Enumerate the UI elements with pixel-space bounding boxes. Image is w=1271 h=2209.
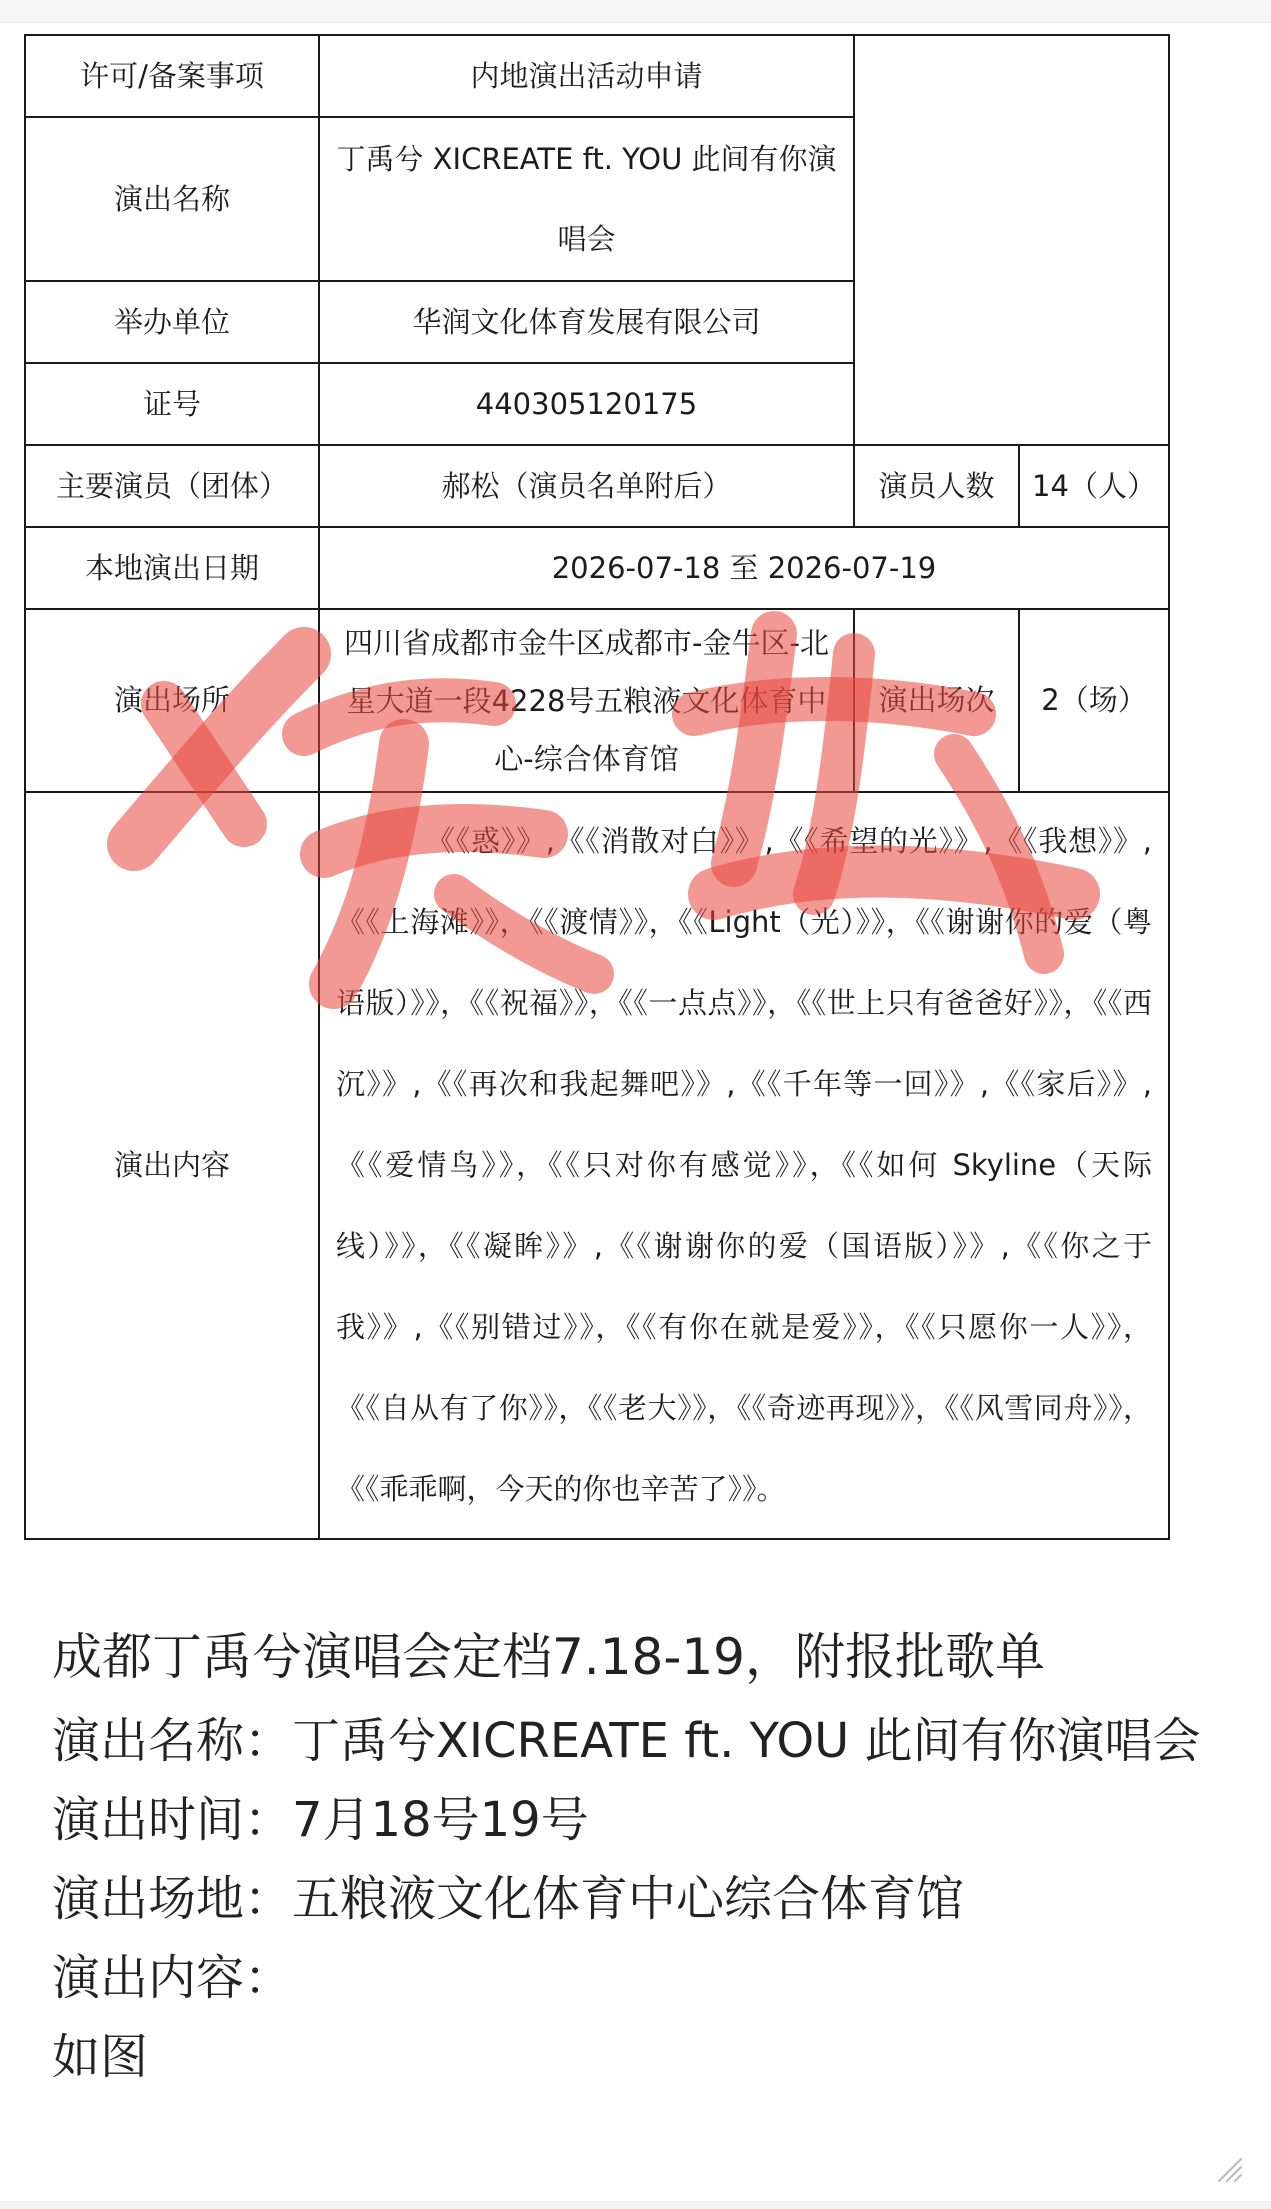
- photo-blank-cell: [854, 35, 1169, 445]
- row-permit-type: [25, 35, 1169, 117]
- license-no-value: 440305120175: [319, 363, 854, 445]
- venue-label: 演出场所: [25, 609, 319, 792]
- permit-document-image[interactable]: [24, 34, 1168, 1524]
- content-label: 演出内容: [25, 792, 319, 1539]
- top-strip: [0, 0, 1271, 23]
- organizer-value: 华润文化体育发展有限公司: [319, 281, 854, 363]
- permit-type-value: 内地演出活动申请: [319, 35, 854, 117]
- show-name-label: 演出名称: [25, 117, 319, 281]
- dates-value: 2026-07-18 至 2026-07-19: [319, 527, 1169, 609]
- sessions-label: 演出场次: [854, 609, 1019, 792]
- row-dates: [25, 527, 1169, 609]
- performer-count-label: 演员人数: [854, 445, 1019, 527]
- post-line-show-time: 演出时间：7月18号19号: [52, 1792, 589, 1848]
- post-line-venue: 演出场地：五粮液文化体育中心综合体育馆: [52, 1871, 965, 1927]
- performers-value: 郝松（演员名单附后）: [319, 445, 854, 527]
- post-line-content: 演出内容：: [52, 1950, 293, 2006]
- license-no-label: 证号: [25, 363, 319, 445]
- permit-table: [24, 34, 1170, 1540]
- post-line-show-name: 演出名称：丁禹兮XICREATE ft. YOU 此间有你演唱会: [52, 1713, 1201, 1769]
- content-song-list: 《《惑》》,《《消散对白》》,《《希望的光》》,《《我想》》,《《上海滩》》，《《渡情》》，《《Light（光）》》，《《谢谢你的爱（粤语版）》》，《《祝福》》，《《一点点》》，《《世上只有爸爸好》》，《《西沉》》,《《再次和我起舞吧》》,《《千年等一回》》,《《家后》》,《《爱情鸟》》，《《只对你有感觉》》，《《如何 Skyline（天际线）》》，《《凝眸》》,《《谢谢你的爱（国语版）》》,《《你之于我》》,《《别错过》》，《《有你在就是爱》》，《《只愿你一人》》，《《自从有了你》》，《《老大》》，《《奇迹再现》》，《《风雪同舟》》，《《乖乖啊，今天的你也辛苦了》》。: [319, 792, 1169, 1539]
- post-line-see-image: 如图: [52, 2029, 149, 2085]
- performers-label: 主要演员（团体）: [25, 445, 319, 527]
- performer-count-value: 14（人）: [1019, 445, 1169, 527]
- organizer-label: 举办单位: [25, 281, 319, 363]
- row-performers: [25, 445, 1169, 527]
- show-name-value: 丁禹兮 XICREATE ft. YOU 此间有你演唱会: [319, 117, 854, 281]
- bottom-strip: [0, 2201, 1271, 2209]
- permit-type-label: 许可/备案事项: [25, 35, 319, 117]
- resize-handle-icon[interactable]: [1213, 2153, 1243, 2183]
- sessions-value: 2（场）: [1019, 609, 1169, 792]
- post-body: [52, 1620, 1232, 2097]
- post-title: 成都丁禹兮演唱会定档7.18-19，附报批歌单: [52, 1628, 1045, 1686]
- dates-label: 本地演出日期: [25, 527, 319, 609]
- row-venue: [25, 609, 1169, 792]
- venue-value: 四川省成都市金牛区成都市-金牛区-北星大道一段4228号五粮液文化体育中心-综合体育馆: [319, 609, 854, 792]
- row-content: [25, 792, 1169, 1539]
